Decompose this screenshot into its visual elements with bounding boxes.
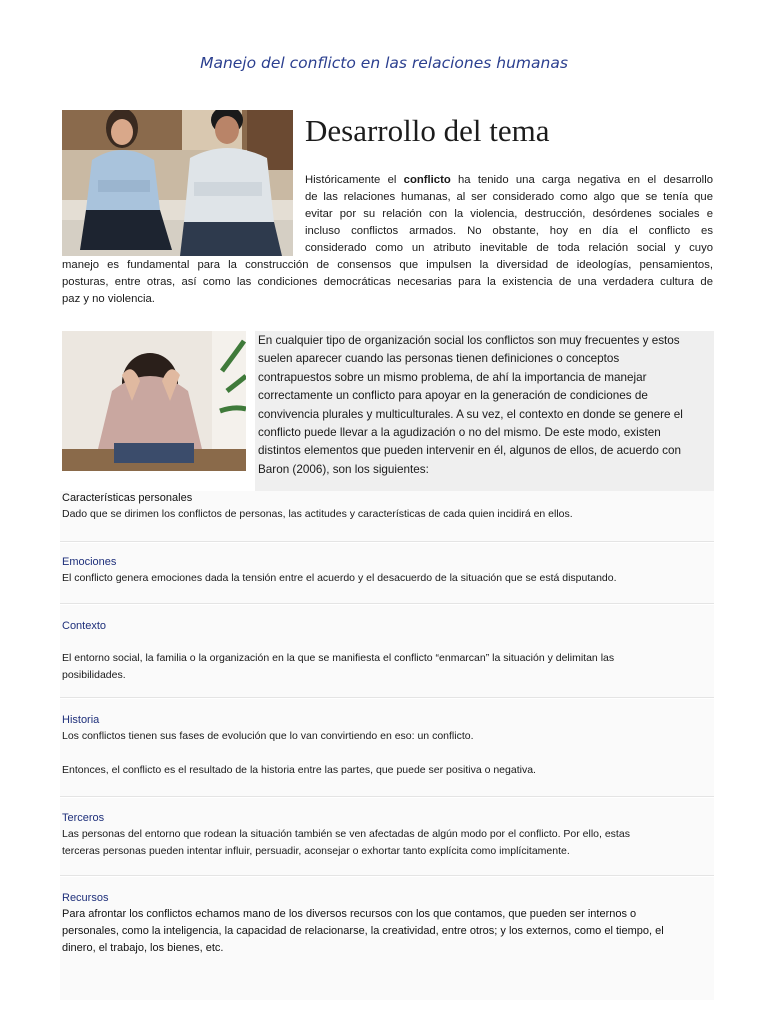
paragraph-line: convivencia plurales y multiculturales. A su vez, el contexto en donde se genere el (258, 407, 683, 421)
keyword-conflicto: conflicto (403, 174, 451, 186)
intro-line: de las relaciones humanas, al ser considerado como algo que se tenía que (305, 191, 713, 203)
intro-line: Históricamente el conflicto ha tenido una carga negativa en el desarrollo (305, 174, 713, 186)
element-card-recursos (60, 877, 714, 1000)
intro-line: posturas, entre otras, así como las condiciones democráticas necesarias para la existencia de una verdadera cultura de (62, 276, 713, 288)
element-heading: Historia (62, 714, 100, 726)
intro-paragraph (62, 172, 713, 308)
intro-line: manejo es fundamental para la construcción de consensos que impulsen la diversidad de ideologías, pensamientos, (62, 259, 713, 271)
paragraph-line: distintos elementos que pueden intervenir en él, algunos de ellos, de acuerdo con (258, 444, 681, 458)
element-card-terceros (60, 798, 714, 876)
section-title: Desarrollo del tema (305, 113, 550, 148)
paragraph-line: conflicto puede llevar a la agudización o no del mismo. De este modo, existen (258, 426, 661, 440)
element-text: El entorno social, la familia o la organización en la que se manifiesta el conflicto “enmarcan” la situación y delimitan las posibilidades. (62, 652, 615, 681)
element-text: Para afrontar los conflictos echamos mano de los diversos recursos con los que contamos, que pueden ser internos o personales, como la inteligencia, la capacidad de relacionarse, la creatividad, entre otros; y los externos, como el tiempo, el dinero, el trabajo, los bienes, etc. (62, 908, 664, 954)
paragraph-line: contrapuestos sobre un mismo problema, de ahí la importancia de manejar (258, 370, 647, 384)
element-card-contexto (60, 605, 714, 698)
card-divider (60, 796, 714, 797)
card-divider (60, 875, 714, 876)
element-heading: Emociones (62, 556, 117, 568)
element-heading: Recursos (62, 892, 109, 904)
element-text: Los conflictos tienen sus fases de evolución que lo van convirtiendo en eso: un conflicto. Entonces, el conflicto es el resultado de la historia entre las partes, que puede ser positiva o negativa. (62, 730, 536, 776)
element-card-caracteristicas (60, 491, 714, 542)
paragraph-line: suelen aparecer cuando las personas tienen definiciones o conceptos (258, 352, 620, 366)
element-card-emociones (60, 543, 714, 604)
intro-line: incluso conflictos armados. No obstante, hoy en día el conflicto es (305, 225, 713, 237)
intro-line: considerado como un atributo inevitable de toda relación social y cuyo (305, 242, 713, 254)
element-text: Dado que se dirimen los conflictos de personas, las actitudes y características de cada quien incidirá en ellos. (62, 508, 573, 520)
element-card-historia (60, 699, 714, 797)
element-heading: Terceros (62, 812, 105, 824)
element-text: El conflicto genera emociones dada la tensión entre el acuerdo y el desacuerdo de la situación que se está disputando. (62, 572, 617, 584)
document-header-title: Manejo del conflicto en las relaciones humanas (200, 54, 568, 72)
card-divider (60, 603, 714, 604)
element-text: Las personas del entorno que rodean la situación también se ven afectadas de algún modo por el conflicto. Por ello, estas terceras personas pueden intentar influir, persuadir, aconsejar o exhortar tanto explícita como implícitamente. (62, 828, 630, 857)
element-heading: Características personales (62, 492, 193, 504)
paragraph-line: En cualquier tipo de organización social los conflictos son muy frecuentes y estos (258, 334, 680, 347)
distressed-person-photo (62, 331, 246, 471)
element-heading: Contexto (62, 620, 107, 632)
organization-paragraph (258, 332, 713, 479)
card-divider (60, 697, 714, 698)
card-divider (60, 541, 714, 542)
intro-line: evitar por su relación con la violencia, destrucción, desórdenes sociales e (305, 208, 713, 220)
paragraph-line: Baron (2006), son los siguientes: (258, 462, 429, 476)
paragraph-line: correctamente un conflicto para apoyar en la generación de condiciones de (258, 389, 648, 403)
intro-line: paz y no violencia. (62, 293, 155, 305)
